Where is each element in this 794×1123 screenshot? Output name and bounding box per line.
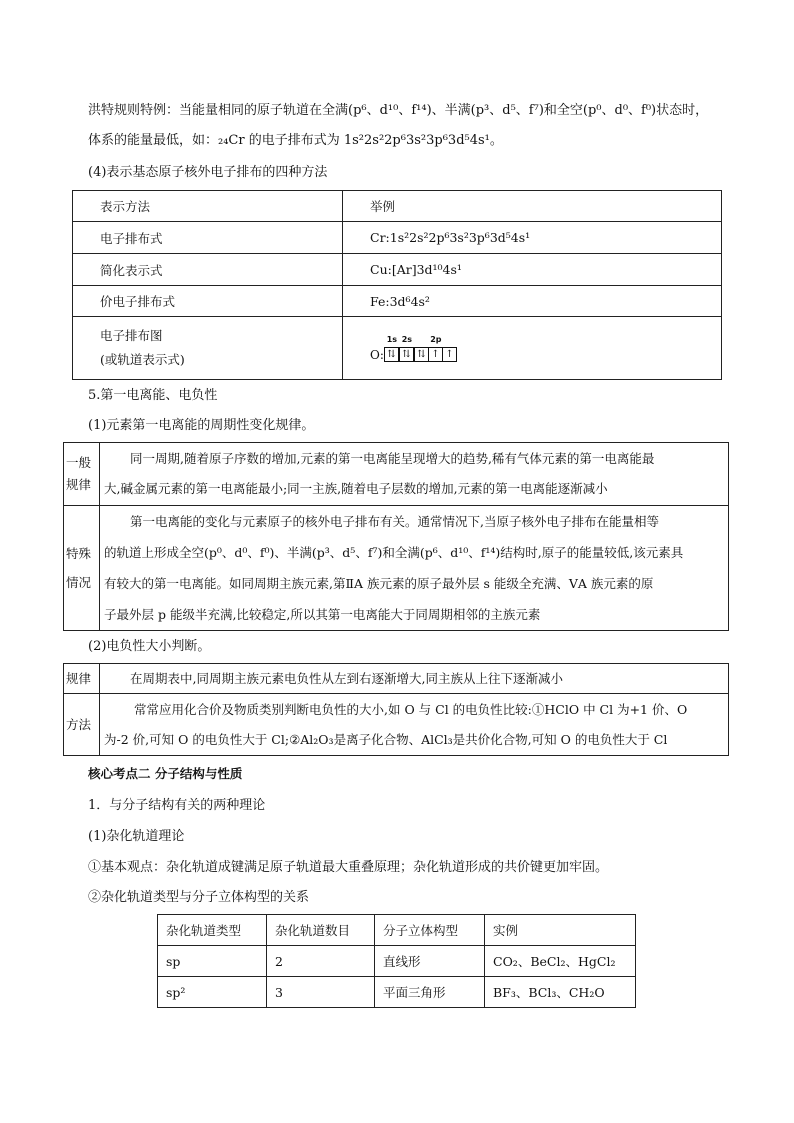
general-rule-label xyxy=(64,443,100,506)
basic-view: ①基本观点：杂化轨道成键满足原子轨道最大重叠原理；杂化轨道形成的共价键更加牢固。 xyxy=(88,860,609,875)
orbital-label: 1s xyxy=(386,334,398,344)
hybrid-header-type: 杂化轨道类型 xyxy=(158,915,267,946)
label-line: 一般 xyxy=(66,455,92,470)
orbital-method-line-1: 电子排布图 xyxy=(100,328,163,343)
method-cell: 简化表示式 xyxy=(73,254,343,286)
text-line: 的轨道上形成全空(p⁰、d⁰、f⁰)、半满(p³、d⁵、f⁷)和全满(p⁶、d¹⁰、f¹⁴)结构时,原子的能量较低,该元素具 xyxy=(104,545,684,560)
text-line: 有较大的第一电离能。如同周期主族元素,第ⅡA 族元素的原子最外层 s 能级全充满、ⅤA 族元素的原 xyxy=(104,576,654,591)
example-cell: Cu:[Ar]3d¹⁰4s¹ xyxy=(343,254,722,286)
core-point-2-heading: 核心考点二 分子结构与性质 xyxy=(88,766,243,781)
hybrid-cell: 3 xyxy=(267,977,375,1008)
hybrid-header-example: 实例 xyxy=(485,915,636,946)
orbital-prefix: O: xyxy=(370,347,384,362)
hybrid-table xyxy=(157,914,636,1008)
label-line: 规律 xyxy=(66,477,92,492)
hybrid-cell: 直线形 xyxy=(375,946,485,977)
label-line: 情况 xyxy=(66,575,92,590)
rule-label: 规律 xyxy=(64,664,100,694)
text-line: 同一周期,随着原子序数的增加,元素的第一电离能呈现增大的趋势,稀有气体元素的第一电离能最 xyxy=(130,451,655,466)
orbital-label: 2p xyxy=(430,334,442,344)
method-cell: 电子排布式 xyxy=(73,222,343,254)
orbital-box: ↑ xyxy=(442,347,457,362)
special-case-label xyxy=(64,506,100,631)
example-cell: Fe:3d⁶4s² xyxy=(343,286,722,317)
orbital-group-2s xyxy=(400,335,414,362)
special-case-text xyxy=(100,506,729,631)
text-line: 大,碱金属元素的第一电离能最小;同一主族,随着电子层数的增加,元素的第一电离能逐渐减小 xyxy=(104,481,608,496)
hybrid-cell: CO₂、BeCl₂、HgCl₂ xyxy=(485,946,636,977)
rule-text: 在周期表中,同周期主族元素电负性从左到右逐渐增大,同主族从上往下逐渐减小 xyxy=(100,664,729,694)
ionization-title: (1)元素第一电离能的周期性变化规律。 xyxy=(88,418,315,433)
hybrid-cell: BF₃、BCl₃、CH₂O xyxy=(485,977,636,1008)
text-line: 常常应用化合价及物质类别判断电负性的大小,如 O 与 Cl 的电负性比较:①HClO 中 Cl 为+1 价、O xyxy=(134,701,688,717)
orbital-group-2p xyxy=(415,335,457,362)
section-5-title: 5.第一电离能、电负性 xyxy=(88,388,218,403)
hybrid-cell: sp² xyxy=(158,977,267,1008)
theory-title: 1．与分子结构有关的两种理论 xyxy=(88,798,266,813)
electronegativity-table xyxy=(63,663,729,756)
orbital-method-cell xyxy=(73,317,343,380)
hund-line-1: 洪特规则特例：当能量相同的原子轨道在全满(p⁶、d¹⁰、f¹⁴)、半满(p³、d⁵、f⁷)和全空(p⁰、d⁰、f⁰)状态时， xyxy=(88,103,709,118)
general-rule-text xyxy=(100,443,729,506)
orbital-box: ⇅ xyxy=(384,347,399,362)
method-cell: 价电子排布式 xyxy=(73,286,343,317)
hund-line-2: 体系的能量最低，如：₂₄Cr 的电子排布式为 1s²2s²2p⁶3s²3p⁶3d⁵4s¹。 xyxy=(88,133,503,148)
label-line: 特殊 xyxy=(66,546,92,561)
text-line: 为-2 价,可知 O 的电负性大于 Cl;②Al₂O₃是离子化合物、AlCl₃是共价化合物,可知 O 的电负性大于 Cl xyxy=(104,731,668,747)
example-cell: Cr:1s²2s²2p⁶3s²3p⁶3d⁵4s¹ xyxy=(343,222,722,254)
orbital-box: ⇅ xyxy=(399,347,414,362)
hybrid-header-count: 杂化轨道数目 xyxy=(267,915,375,946)
orbital-diagram-cell xyxy=(343,317,722,380)
method-text xyxy=(100,694,729,756)
hybrid-cell: sp xyxy=(158,946,267,977)
orbital-box: ⇅ xyxy=(414,347,429,362)
orbital-box: ↑ xyxy=(428,347,443,362)
orbital-diagram xyxy=(370,335,458,362)
methods-header-example: 举例 xyxy=(343,191,722,222)
methods-header-method: 表示方法 xyxy=(73,191,343,222)
hybrid-cell: 2 xyxy=(267,946,375,977)
text-line: 第一电离能的变化与元素原子的核外电子排布有关。通常情况下,当原子核外电子排布在能量相等 xyxy=(130,514,659,529)
relation-title: ②杂化轨道类型与分子立体构型的关系 xyxy=(88,890,310,905)
method-label: 方法 xyxy=(64,694,100,756)
ionization-table xyxy=(63,442,729,631)
text-line: 子最外层 p 能级半充满,比较稳定,所以其第一电离能大于同周期相邻的主族元素 xyxy=(104,607,541,622)
orbital-method-line-2: (或轨道表示式) xyxy=(100,352,185,367)
section-4-title: (4)表示基态原子核外电子排布的四种方法 xyxy=(88,165,328,180)
hybrid-cell: 平面三角形 xyxy=(375,977,485,1008)
orbital-group-1s xyxy=(385,335,399,362)
hybrid-header-shape: 分子立体构型 xyxy=(375,915,485,946)
methods-table xyxy=(72,190,722,380)
orbital-label: 2s xyxy=(401,334,413,344)
hybrid-theory-title: (1)杂化轨道理论 xyxy=(88,829,185,844)
electronegativity-title: (2)电负性大小判断。 xyxy=(88,639,211,654)
